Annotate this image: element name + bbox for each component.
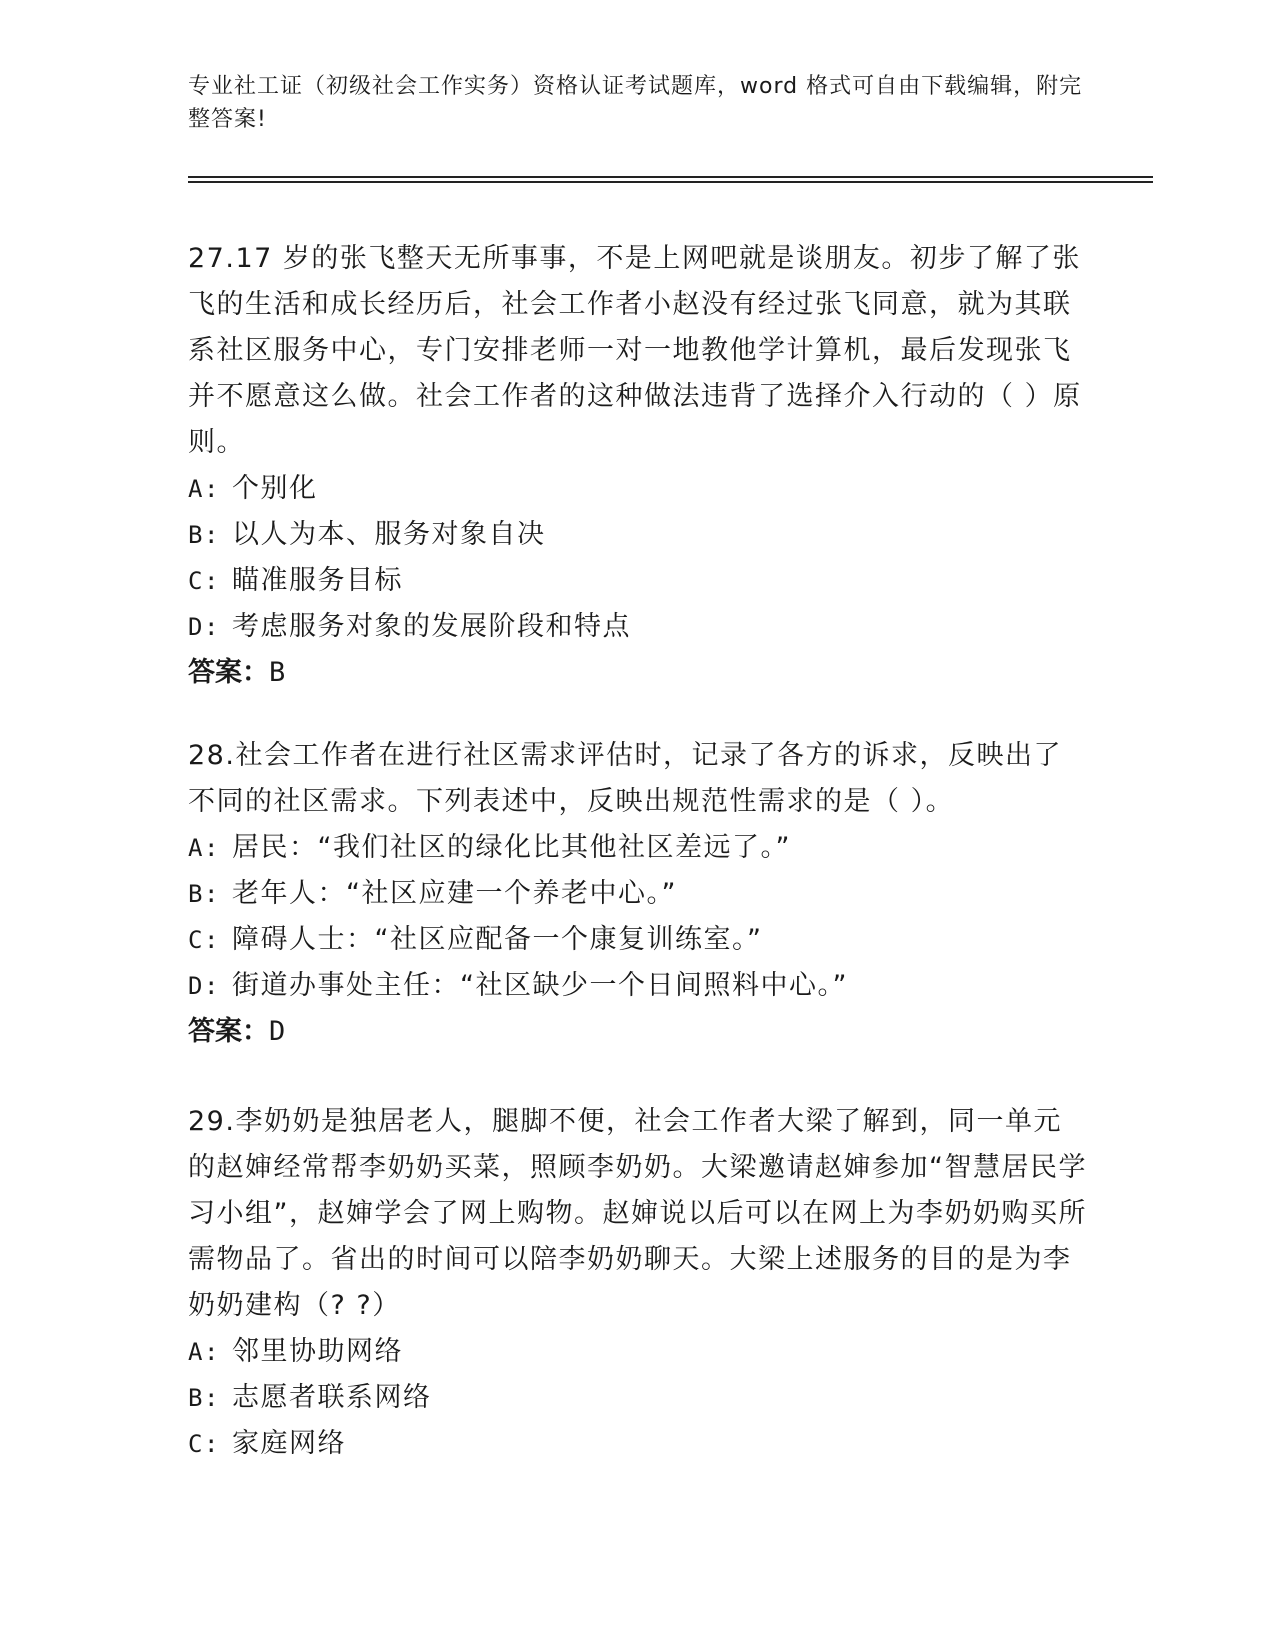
option-letter: D: (188, 613, 220, 641)
option-c (188, 558, 1088, 604)
header-divider-bottom (188, 181, 1153, 183)
option-text: 邻里协助网络 (232, 1336, 403, 1367)
option-text: 瞄准服务目标 (232, 565, 403, 596)
option-text: 个别化 (232, 473, 318, 504)
question-27 (188, 236, 1088, 696)
option-text: 考虑服务对象的发展阶段和特点 (232, 611, 631, 642)
option-c (188, 917, 1088, 963)
option-text: 街道办事处主任：“社区缺少一个日间照料中心。” (232, 970, 848, 1001)
option-a (188, 825, 1088, 871)
option-b (188, 512, 1088, 558)
answer-label: 答案： (188, 657, 269, 688)
option-letter: C: (188, 926, 220, 954)
option-letter: A: (188, 834, 220, 862)
option-text: 以人为本、服务对象自决 (232, 519, 546, 550)
question-stem: 29.李奶奶是独居老人，腿脚不便，社会工作者大梁了解到，同一单元的赵婶经常帮李奶奶买菜，照顾李奶奶。大梁邀请赵婶参加“智慧居民学习小组”，赵婶学会了网上购物。赵婶说以后可以在网上为李奶奶购买所需物品了。省出的时间可以陪李奶奶聊天。大梁上述服务的目的是为李奶奶建构（? ?） (188, 1106, 1087, 1321)
option-letter: A: (188, 1338, 220, 1366)
header-divider-top (188, 176, 1153, 178)
option-a (188, 1329, 1088, 1375)
question-29 (188, 1099, 1088, 1467)
option-text: 老年人：“社区应建一个养老中心。” (232, 878, 677, 909)
option-d (188, 604, 1088, 650)
answer-value: D (269, 1016, 286, 1047)
option-text: 障碍人士：“社区应配备一个康复训练室。” (232, 924, 763, 955)
question-stem: 28.社会工作者在进行社区需求评估时，记录了各方的诉求，反映出了不同的社区需求。下列表述中，反映出规范性需求的是（ ）。 (188, 740, 1062, 817)
option-letter: D: (188, 972, 220, 1000)
question-stem: 27.17 岁的张飞整天无所事事，不是上网吧就是谈朋友。初步了解了张飞的生活和成长经历后，社会工作者小赵没有经过张飞同意，就为其联系社区服务中心，专门安排老师一对一地教他学计算机，最后发现张飞并不愿意这么做。社会工作者的这种做法违背了选择介入行动的（ ）原则。 (188, 243, 1082, 458)
document-header: 专业社工证（初级社会工作实务）资格认证考试题库，word 格式可自由下载编辑，附完整答案! (188, 74, 1083, 132)
question-28 (188, 733, 1088, 1055)
answer-value: B (269, 657, 286, 688)
option-letter: C: (188, 567, 220, 595)
option-b (188, 1375, 1088, 1421)
option-a (188, 466, 1088, 512)
option-b (188, 871, 1088, 917)
option-c (188, 1421, 1088, 1467)
option-text: 志愿者联系网络 (232, 1382, 432, 1413)
option-text: 家庭网络 (232, 1428, 346, 1459)
answer-label: 答案： (188, 1016, 269, 1047)
option-letter: A: (188, 475, 220, 503)
answer-line (188, 1009, 1088, 1055)
option-letter: B: (188, 521, 220, 549)
option-letter: C: (188, 1430, 220, 1458)
option-text: 居民：“我们社区的绿化比其他社区差远了。” (232, 832, 791, 863)
option-d (188, 963, 1088, 1009)
answer-line (188, 650, 1088, 696)
option-letter: B: (188, 880, 220, 908)
option-letter: B: (188, 1384, 220, 1412)
